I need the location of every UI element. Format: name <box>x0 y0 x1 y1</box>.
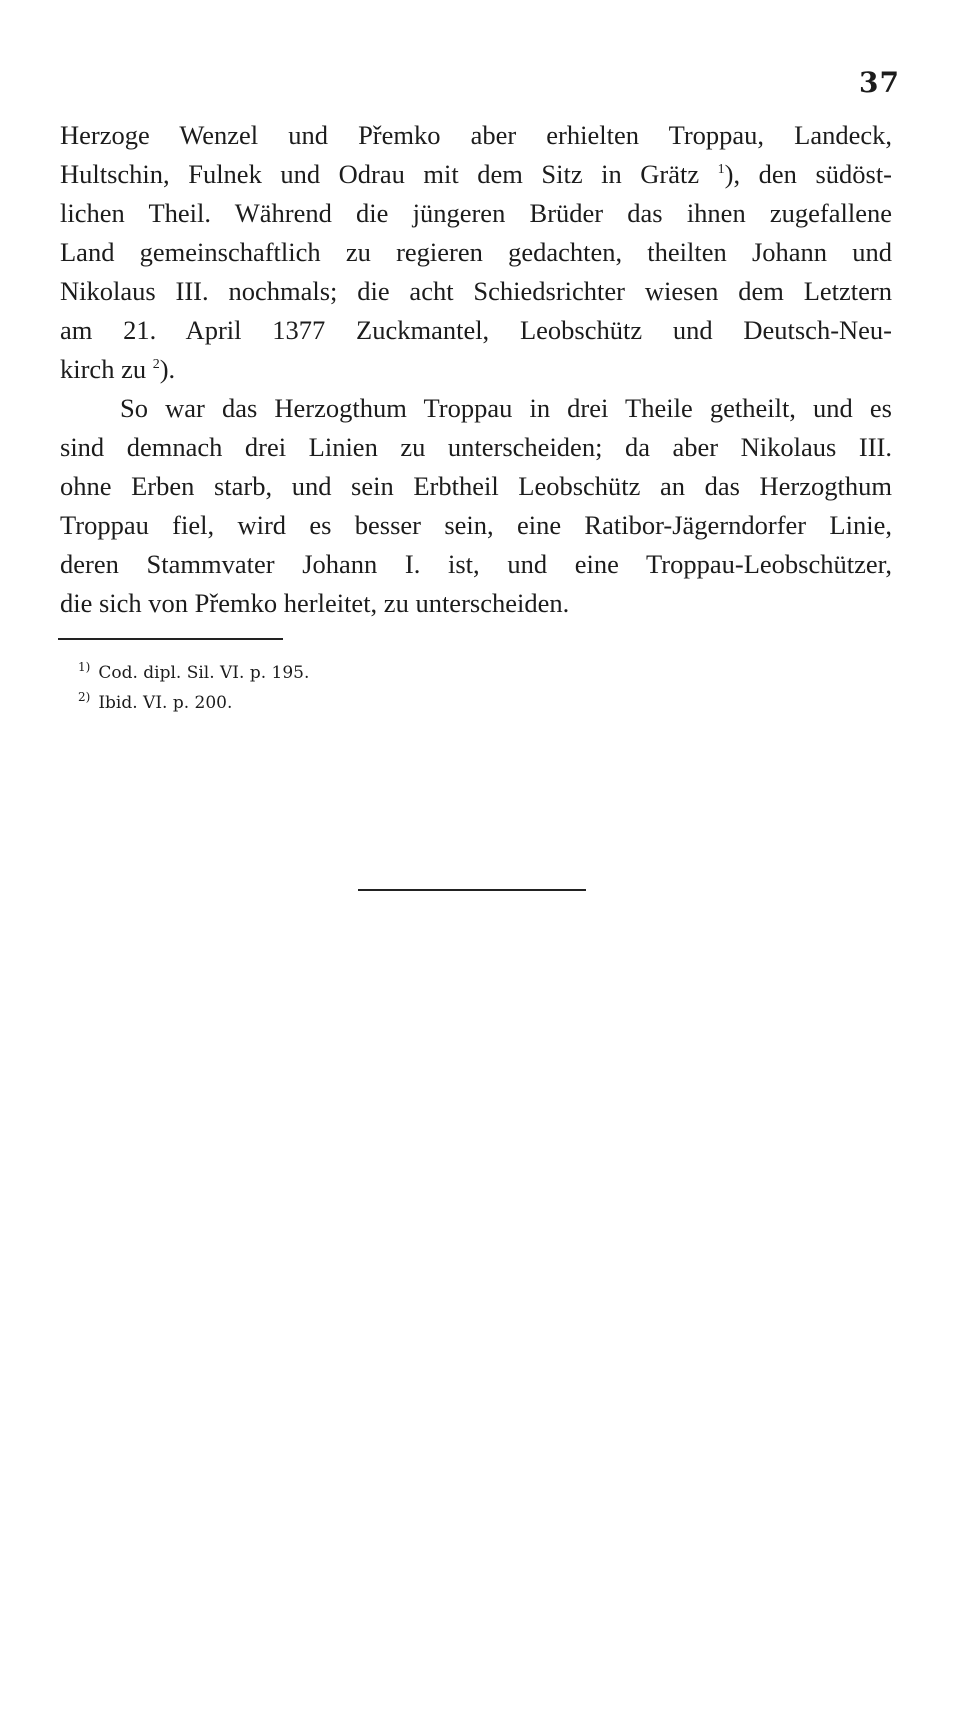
paragraph-1 <box>60 116 892 389</box>
text-line: sind demnach drei Linien zu unterscheiden; da aber Nikolaus III. <box>60 432 892 462</box>
text-line-end: ). <box>159 354 176 384</box>
text-line: deren Stammvater Johann I. ist, und eine Troppau-Leobschützer, <box>60 549 892 579</box>
text-line: ohne Erben starb, und sein Erbtheil Leobschütz an das Herzogthum <box>60 471 892 501</box>
text-line: Troppau fiel, wird es besser sein, eine Ratibor-Jägerndorfer Linie, <box>60 510 892 540</box>
footnotes <box>78 658 578 718</box>
body-text <box>60 116 892 623</box>
text-line <box>60 350 892 389</box>
footnote-text: Ibid. VI. p. 200. <box>98 693 233 713</box>
text-line-start: Hultschin, Fulnek und Odrau mit dem Sitz in Grätz <box>60 159 700 189</box>
paragraph-2 <box>60 389 892 623</box>
footnote-marker: 1) <box>78 660 91 675</box>
text-line <box>60 155 892 194</box>
text-line: Herzoge Wenzel und Přemko aber erhielten Troppau, Landeck, <box>60 120 892 150</box>
text-line: So war das Herzogthum Troppau in drei Theile getheilt, und es <box>120 393 892 423</box>
footnote-ref: 1 <box>717 162 725 178</box>
footnote-item <box>78 658 578 688</box>
text-line: lichen Theil. Während die jüngeren Brüder das ihnen zugefallene <box>60 198 892 228</box>
footnote-ref: 2 <box>152 357 160 373</box>
section-end-rule <box>358 889 586 891</box>
footnote-marker: 2) <box>78 690 91 705</box>
text-line: Land gemeinschaftlich zu regieren gedachten, theilten Johann und <box>60 237 892 267</box>
text-line: am 21. April 1377 Zuckmantel, Leobschütz und Deutsch-Neu- <box>60 315 892 345</box>
footnote-separator <box>58 638 283 640</box>
text-line: Nikolaus III. nochmals; die acht Schiedsrichter wiesen dem Letztern <box>60 276 892 306</box>
footnote-text: Cod. dipl. Sil. VI. p. 195. <box>98 663 310 683</box>
page-number: 37 <box>859 66 900 99</box>
footnote-item <box>78 688 578 718</box>
text-line: die sich von Přemko herleitet, zu unterscheiden. <box>60 588 570 618</box>
text-line-start: kirch zu <box>60 354 147 384</box>
text-line-end: ), den südöst- <box>724 159 893 189</box>
